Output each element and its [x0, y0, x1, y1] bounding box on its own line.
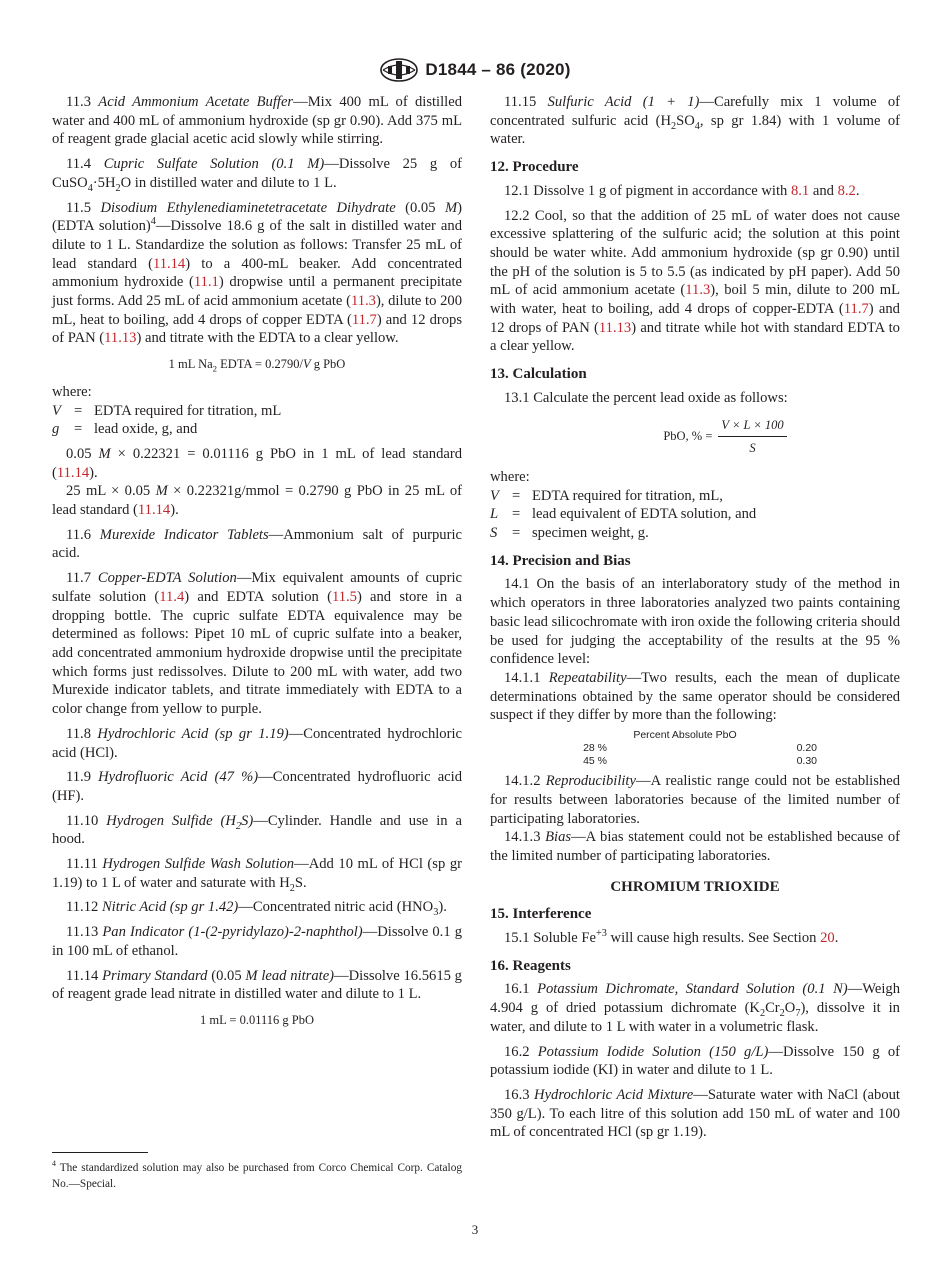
section-16-2: 16.2 Potassium Iodide Solution (150 g/L)—Dissolve 150 g of potassium iodide (KI) in water and dilute to 1 L. [490, 1043, 900, 1079]
section-11-7: 11.7 Copper-EDTA Solution—Mix equivalent amounts of cupric sulfate solution (11.4) and EDTA solution (11.5) and store in a dropping bottle. The cupric sulfate EDTA equivalence may be determined as follows: Pipet 10 mL of cupric sulfate into a beaker, add concentrated ammonium hydroxide dropwise until the precipitate which forms just redissolves. Dilute to 200 mL with water, add two Murexide indicator tablets, and titrate immediately with EDTA to a color change from yellow to purple. [52, 570, 462, 718]
footnote: $^4$ The standardized solution may also be purchased from Corco Chemical Corp. Catalog No.—Special. [52, 1159, 462, 1190]
heading-reagents: 16. Reagents [490, 957, 571, 974]
ref-11-7[interactable]: 11.7 [843, 301, 869, 318]
precision-table [490, 729, 900, 768]
section-11-10: 11.10 Hydrogen Sulfide $(H_2S)—Cylinder$. Handle and use in a hood. [52, 812, 463, 848]
heading-calculation: 13. Calculation [490, 366, 587, 383]
section-12-2: 12.2 Cool, so that the addition of 25 mL of water does not cause excessive splattering of the sulfuric acid; the solution at this point should be water white. Add ammonium hydroxide (sp gr 0.90) until the pH of the solution is 5 to 5.5 (as indicated by pH paper). Add 50 mL of acid ammonium acetate (11.3), boil 5 min, dilute to 200 mL with water, heat to boiling, add 4 drops of copper-EDTA (11.7) and 12 drops of PAN (11.13) and titrate while hot with standard EDTA to a clear yellow. [490, 207, 900, 355]
calc-line-2: 25 mL × 0.05 M × 0.22321g/mmol = 0.2790 g PbO in 25 mL of lead standard (11.14). [52, 483, 462, 519]
section-11-15: 11.15 Sulfuric Acid (1 + 1)—Carefully mix 1 volume of concentrated sulfuric acid ($H_2SO_4$, sp gr 1.84) with 1 volume of water. [490, 94, 900, 148]
table-row: 45 % 0.30 [583, 755, 817, 768]
where-label: where: [52, 383, 92, 400]
astm-logo-icon [379, 57, 419, 83]
definition-list [490, 487, 900, 543]
ref-8-1[interactable]: 8.1 [790, 182, 810, 199]
section-11-9: 11.9 Hydrofluoric Acid (47 %)—Concentrated hydrofluoric acid (HF). [52, 769, 462, 804]
definition-item: L = lead equivalent of EDTA solution, and [490, 506, 757, 523]
section-11-14: 11.14 Primary Standard (0.05 M lead nitrate)—Dissolve 16.5615 g of reagent grade lead nitrate in distilled water and dilute to 1 L. [52, 967, 462, 1003]
heading-procedure: 12. Procedure [490, 159, 579, 176]
definition-item: S = specimen weight, g. [490, 525, 649, 542]
left-column [52, 93, 462, 1039]
section-11-5: 11.5 Disodium Ethylenediaminetetracetate Dihydrate (0.05 M) (EDTA solution)$^4$—Dissolve 18.6 g of the salt in distilled water and dilute to 1 L. Standardize the solution as follows: Transfer 25 mL of lead standard (11.14) to a 400-mL beaker. Add concentrated ammonium hydroxide (11.1) dropwise until a permanent precipitate just forms. Add 25 mL of acid ammonium acetate (11.3), dilute to 200 mL, heat to boiling, add 4 drops of copper EDTA (11.7) and 12 drops of PAN (11.13) and titrate with the EDTA to a clear yellow. [52, 199, 463, 347]
ref-11-13[interactable]: 11.13 [104, 330, 137, 347]
section-11-13: 11.13 Pan Indicator (1-(2-pyridylazo)-2-naphthol)—Dissolve 0.1 g in 100 mL of ethanol. [52, 924, 462, 959]
section-11-4: 11.4 Cupric Sulfate Solution (0.1 M)—Dissolve 25 g of $CuSO_4\cdot 5H_2O$ in distilled water and dilute to 1 L. [52, 156, 463, 194]
footnote-divider [52, 1152, 148, 1153]
definition-item: V = EDTA required for titration, mL [52, 402, 282, 419]
ref-11-3[interactable]: 11.3 [350, 293, 376, 310]
section-11-12: 11.12 Nitric Acid (sp gr 1.42)—Concentrated nitric acid $(HNO_3)$. [66, 899, 447, 919]
calc-line-1: 0.05 M × 0.22321 = 0.01116 g PbO in 1 mL of lead standard (11.14). [52, 445, 463, 481]
ref-section-20[interactable]: 20 [820, 930, 835, 947]
page-number: 3 [471, 1222, 479, 1237]
ref-11-13[interactable]: 11.13 [598, 319, 632, 336]
page-header [0, 57, 950, 83]
section-11-11: 11.11 Hydrogen Sulfide Wash Solution—Add 10 mL of HCl (sp gr 1.19) to 1 L of water and saturate with $H_2S$. [52, 856, 462, 894]
ref-11-7[interactable]: 11.7 [351, 311, 377, 328]
ref-8-2[interactable]: 8.2 [837, 182, 856, 199]
section-16-3: 16.3 Hydrochloric Acid Mixture—Saturate water with NaCl (about 350 g/L). To each litre of this solution add 150 mL of water and 100 mL of concentrated HCl (sp gr 1.19). [490, 1086, 900, 1141]
equation-lead-standard: 1 mL = 0.01116 g PbO [200, 1012, 314, 1027]
section-12-1: 12.1 Dissolve 1 g of pigment in accordance with 8.1 and 8.2. [504, 182, 860, 199]
ref-11-14[interactable]: 11.14 [152, 255, 186, 272]
definition-item: g = lead oxide, g, and [52, 421, 198, 438]
ref-11-4[interactable]: 11.4 [159, 588, 185, 605]
section-11-3: 11.3 Acid Ammonium Acetate Buffer—Mix 400 mL of distilled water and 400 mL of ammonium hydroxide (sp gr 0.90). Add 375 mL of reagent grade glacial acetic acid slowly while stirring. [52, 94, 462, 148]
where-label: where: [490, 468, 530, 485]
section-11-8: 11.8 Hydrochloric Acid (sp gr 1.19)—Concentrated hydrochloric acid (HCl). [52, 725, 462, 761]
table-row: 28 % 0.20 [583, 742, 817, 755]
section-14-1-3: 14.1.3 Bias—A bias statement could not be established because of the limited number of participating laboratories. [490, 829, 900, 864]
ref-11-5[interactable]: 11.5 [331, 588, 357, 605]
section-14-1: 14.1 On the basis of an interlaboratory study of the method in which operators in three laboratories analyzed two paints containing basic lead silicochromate with iron oxide the following criteria should be used for judging the acceptability of the results at the 95 % confidence level: [490, 576, 900, 668]
ref-11-3[interactable]: 11.3 [685, 282, 711, 299]
precision-table-header: Percent Absolute PbO [633, 729, 737, 742]
formula-pbo-percent: PbO, % = $\frac{V \times L \times 100}{S}$ [550, 416, 900, 458]
section-13-1: 13.1 Calculate the percent lead oxide as follows: [504, 389, 788, 406]
ref-11-14[interactable]: 11.14 [56, 464, 90, 481]
heading-chromium-trioxide: CHROMIUM TRIOXIDE [610, 878, 780, 895]
section-15-1: 15.1 Soluble $Fe^{+3}$ will cause high results. See Section 20. [504, 928, 839, 947]
ref-11-14[interactable]: 11.14 [137, 502, 171, 519]
definition-list [52, 402, 462, 439]
section-14-1-1: 14.1.1 Repeatability—Two results, each the mean of duplicate determinations obtained by the same operator should be considered suspect if they differ by more than the following: [490, 669, 900, 724]
section-16-1: 16.1 Potassium Dichromate, Standard Solution (0.1 N)—Weigh 4.904 g of dried potassium dichromate $(K_2Cr_2O_7)$, dissolve it in water, and dilute to 1 L with water in a volumetric flask. [490, 981, 900, 1035]
equation-edta: 1 mL $Na_2$ EDTA = 0.2790/V g PbO [168, 357, 346, 374]
section-11-6: 11.6 Murexide Indicator Tablets—Ammonium salt of purpuric acid. [52, 526, 462, 562]
ref-11-1[interactable]: 11.1 [193, 274, 219, 291]
section-14-1-2: 14.1.2 Reproducibility—A realistic range could not be established for results between laboratories because of the limited number of participating laboratories. [490, 773, 900, 827]
heading-precision-bias: 14. Precision and Bias [490, 552, 631, 569]
heading-interference: 15. Interference [490, 906, 592, 923]
footnote-ref[interactable]: 4 [150, 216, 156, 228]
definition-item: V = EDTA required for titration, mL, [490, 487, 723, 504]
right-column [490, 93, 900, 1148]
standard-designation: D1844 – 86 (2020) [425, 60, 571, 79]
